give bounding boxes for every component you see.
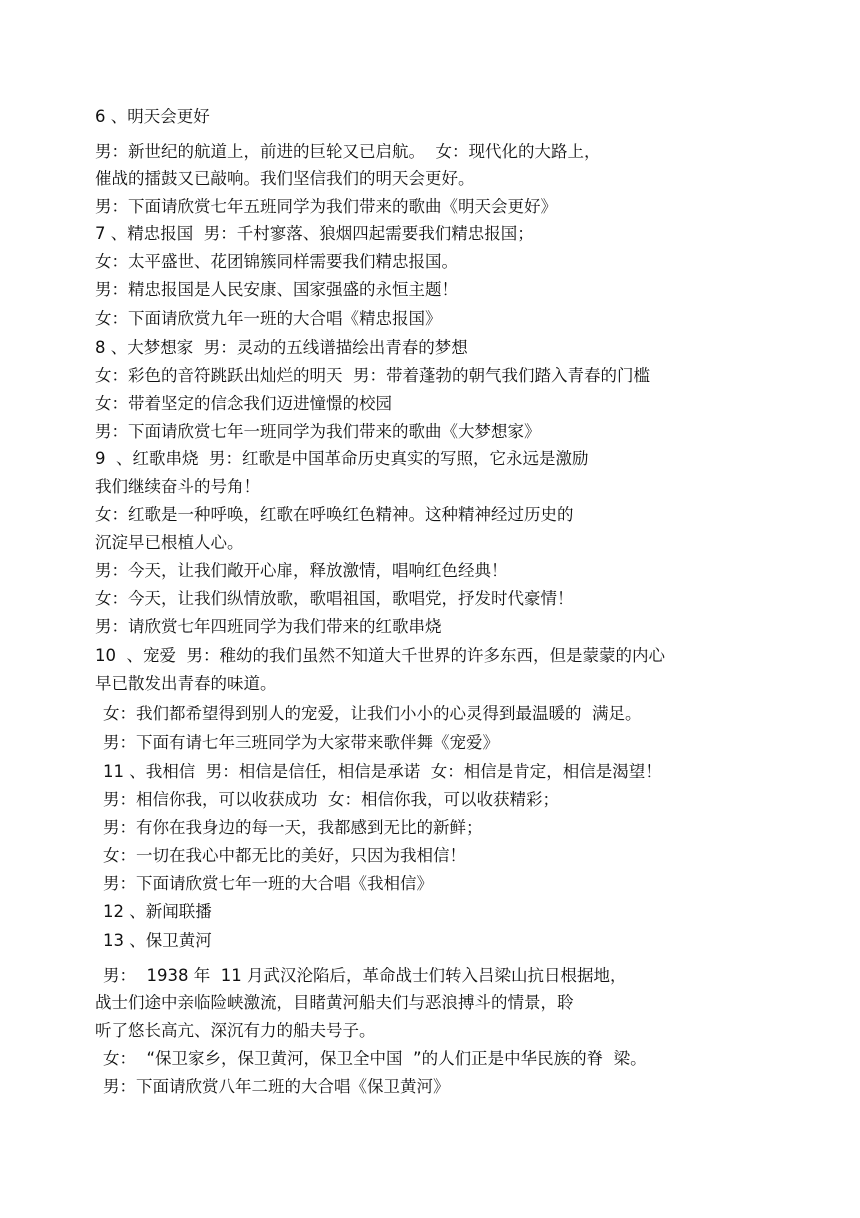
dialogue-line: 男：下面请欣赏七年一班同学为我们带来的歌曲《大梦想家》 [95,422,541,441]
dialogue-line: 女：太平盛世、花团锦簇同样需要我们精忠报国。 [95,252,458,271]
dialogue-line: 催战的擂鼓又已敲响。我们坚信我们的明天会更好。 [95,169,475,188]
section-heading: 6 、明天会更好 [95,107,210,126]
dialogue-line: 女：红歌是一种呼唤，红歌在呼唤红色精神。这种精神经过历史的 [95,505,574,524]
dialogue-line: 女：一切在我心中都无比的美好，只因为我相信！ [103,846,466,865]
dialogue-line: 战士们途中亲临险峡激流，目睹黄河船夫们与恶浪搏斗的情景，聆 [95,993,574,1012]
section-heading: 12 、新闻联播 [103,902,212,921]
dialogue-line: 女：今天，让我们纵情放歌，歌唱祖国，歌唱党，抒发时代豪情！ [95,589,574,608]
dialogue-line: 女：下面请欣赏九年一班的大合唱《精忠报国》 [95,309,442,328]
dialogue-line: 男：相信你我，可以收获成功 女：相信你我，可以收获精彩； [103,790,559,809]
dialogue-line: 沉淀早已根植人心。 [95,533,244,552]
dialogue-line: 早已散发出青春的味道。 [95,674,277,693]
dialogue-line: 我们继续奋斗的号角！ [95,477,260,496]
dialogue-line: 听了悠长高亢、深沉有力的船夫号子。 [95,1021,376,1040]
dialogue-line: 男：有你在我身边的每一天，我都感到无比的新鲜； [103,818,483,837]
dialogue-line: 男： 1938 年 11 月武汉沦陷后，革命战士们转入吕梁山抗日根据地， [103,966,627,985]
dialogue-line: 女： “保卫家乡，保卫黄河，保卫全中国 ”的人们正是中华民族的脊 梁。 [103,1049,647,1068]
dialogue-line: 女：带着坚定的信念我们迈进憧憬的校园 [95,394,392,413]
dialogue-line: 女：我们都希望得到别人的宠爱，让我们小小的心灵得到最温暖的 满足。 [103,704,642,723]
dialogue-line: 女：彩色的音符跳跃出灿烂的明天 男：带着蓬勃的朝气我们踏入青春的门槛 [95,366,650,385]
dialogue-line: 男：下面请欣赏七年五班同学为我们带来的歌曲《明天会更好》 [95,197,557,216]
section-heading: 10 、宠爱 男：稚幼的我们虽然不知道大千世界的许多东西，但是蒙蒙的内心 [95,646,665,665]
dialogue-line: 男：下面请欣赏八年二班的大合唱《保卫黄河》 [103,1077,450,1096]
section-heading: 8 、大梦想家 男：灵动的五线谱描绘出青春的梦想 [95,338,468,357]
dialogue-line: 男：下面有请七年三班同学为大家带来歌伴舞《宠爱》 [103,733,499,752]
dialogue-line: 男：今天，让我们敞开心扉，释放激情，唱响红色经典！ [95,561,508,580]
dialogue-line: 男：精忠报国是人民安康、国家强盛的永恒主题！ [95,280,458,299]
section-heading: 9 、红歌串烧 男：红歌是中国革命历史真实的写照，它永远是激励 [95,449,589,468]
section-heading: 13 、保卫黄河 [103,931,212,950]
section-heading: 7 、精忠报国 男：千村寥落、狼烟四起需要我们精忠报国； [95,224,534,243]
dialogue-line: 男：请欣赏七年四班同学为我们带来的红歌串烧 [95,617,442,636]
section-heading: 11 、我相信 男：相信是信任，相信是承诺 女：相信是肯定，相信是渴望！ [103,762,662,781]
dialogue-line: 男：新世纪的航道上，前进的巨轮又已启航。 女：现代化的大路上， [95,142,601,161]
dialogue-line: 男：下面请欣赏七年一班的大合唱《我相信》 [103,874,433,893]
